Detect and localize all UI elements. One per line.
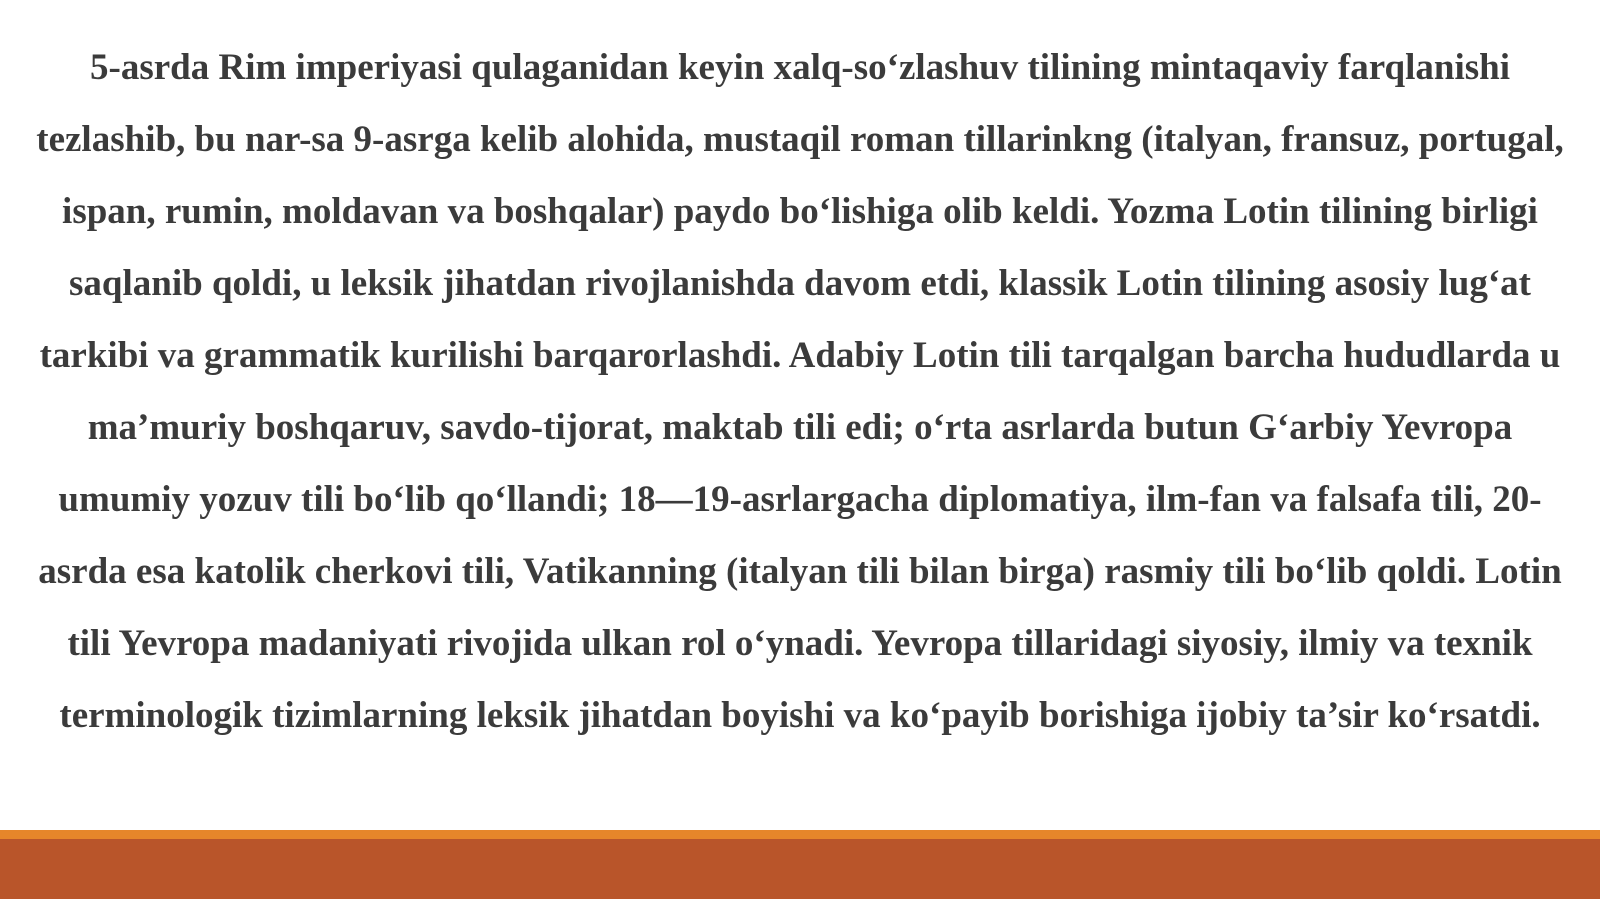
footer-accent-stripe [0, 830, 1600, 839]
footer-band [0, 839, 1600, 899]
slide-body-text: 5-asrda Rim imperiyasi qulaganidan keyin xalq-so‘zlashuv tilining mintaqaviy farqlanishi tezlashib, bu nar-sa 9-asrga kelib alohida, mustaqil roman tillarinkng (italyan, fransuz, portugal, ispan, rumin, moldavan va boshqalar) paydo bo‘lishiga olib keldi. Yozma Lotin tilining birligi saqlanib qoldi, u leksik jihatdan rivojlanishda davom etdi, klassik Lotin tilining asosiy lug‘at tarkibi va grammatik kurilishi barqarorlashdi. Adabiy Lotin tili tarqalgan barcha hududlarda u ma’muriy boshqaruv, savdo-tijorat, maktab tili edi; o‘rta asrlarda butun G‘arbiy Yevropa umumiy yozuv tili bo‘lib qo‘llandi; 18—19-asrlargacha diplomatiya, ilm-fan va falsafa tili, 20-asrda esa katolik cherkovi tili, Vatikanning (italyan tili bilan birga) rasmiy tili bo‘lib qoldi. Lotin tili Yevropa madaniyati rivojida ulkan rol o‘ynadi. Yevropa tillaridagi siyosiy, ilmiy va texnik terminologik tizimlarning leksik jihatdan boyishi va ko‘payib borishiga ijobiy ta’sir ko‘rsatdi. [36, 47, 1564, 736]
